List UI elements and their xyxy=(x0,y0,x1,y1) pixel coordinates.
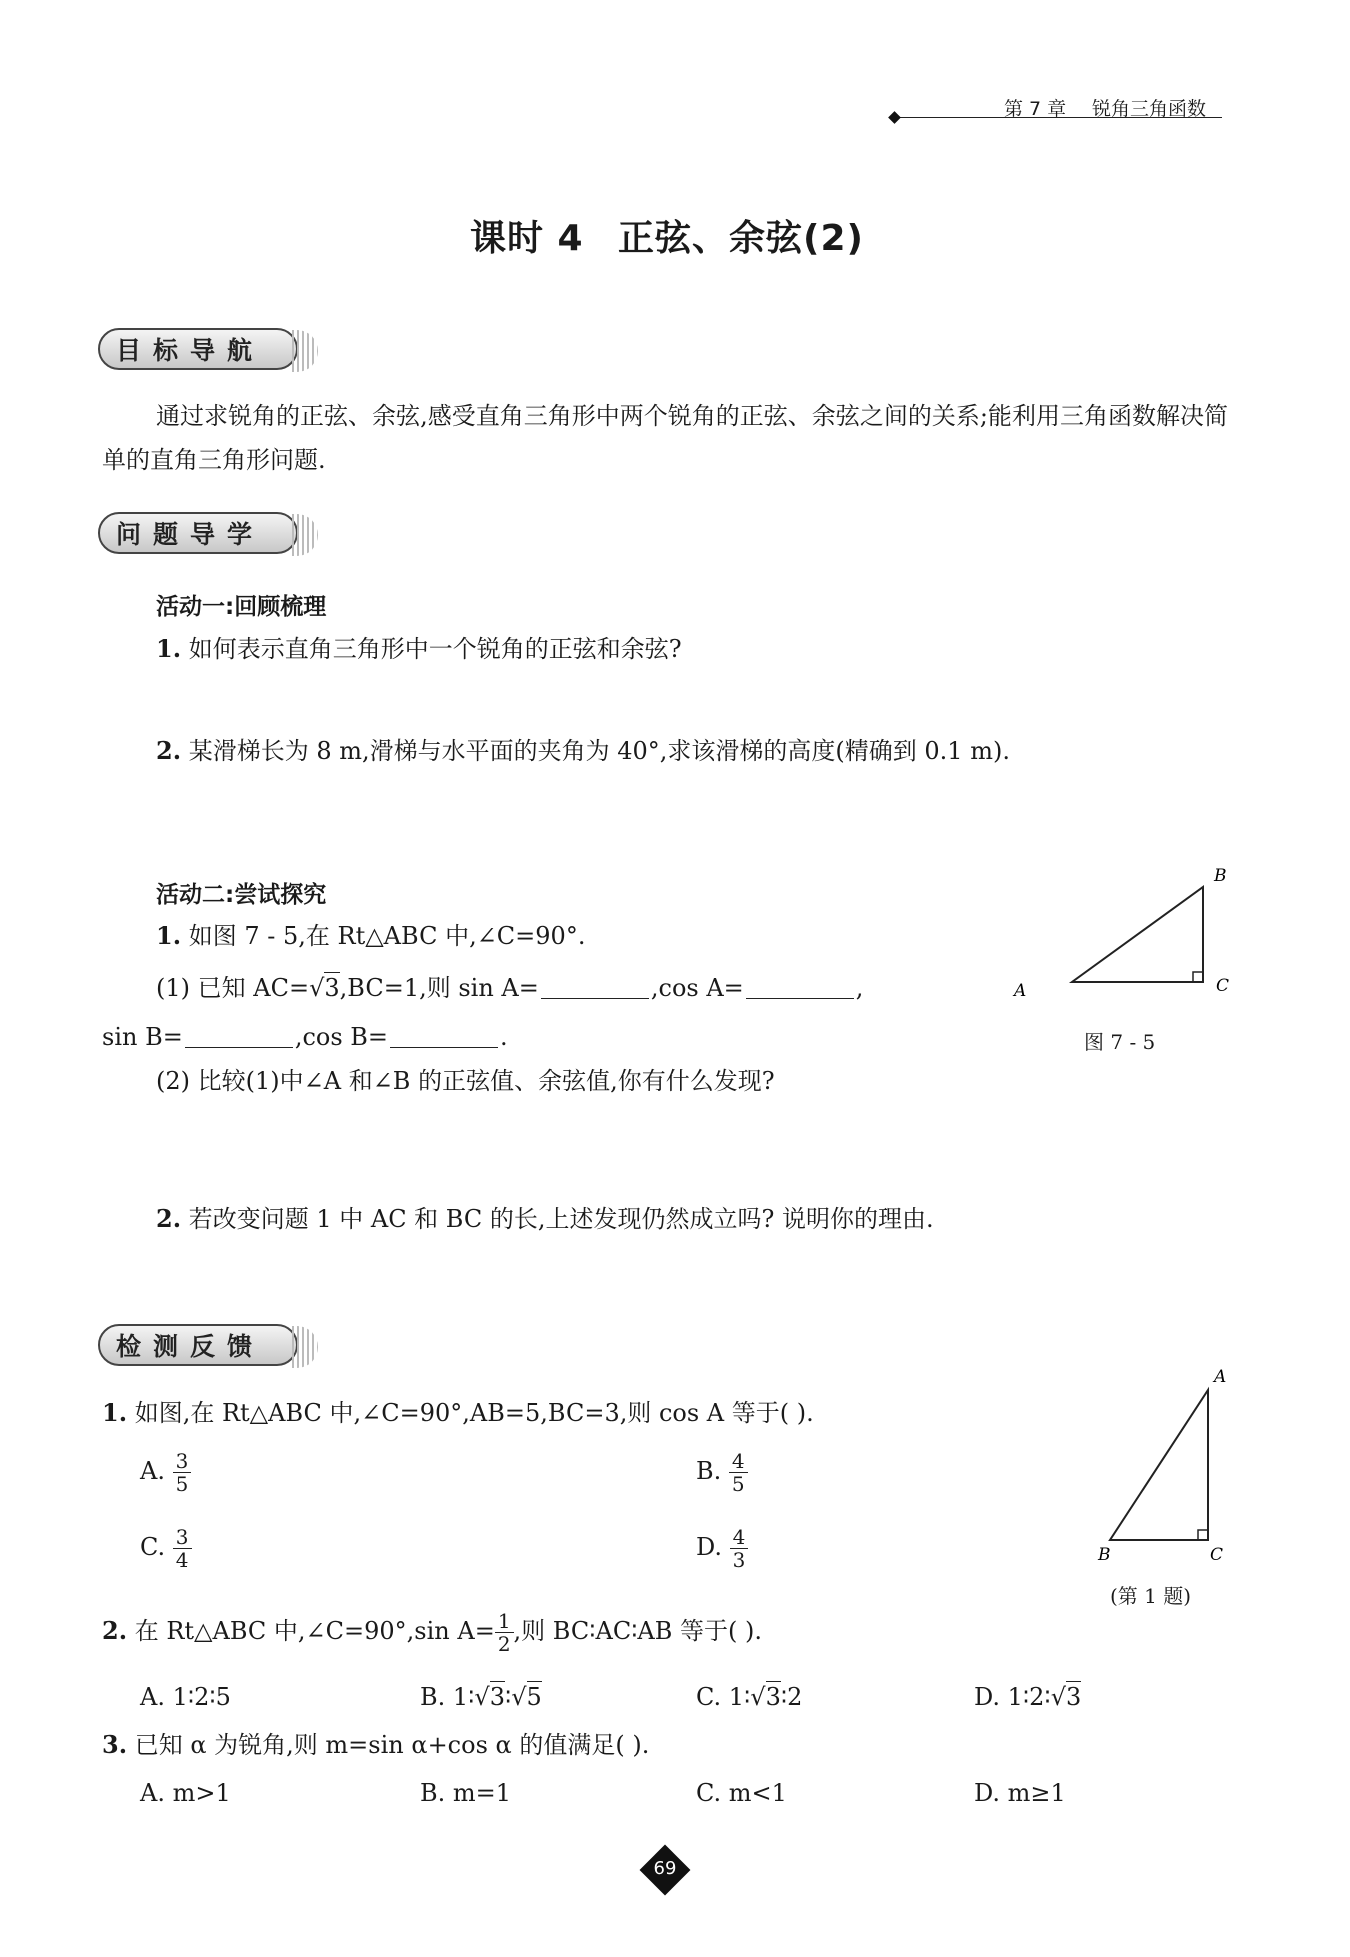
denominator: 4 xyxy=(175,1548,189,1572)
option-q1-a[interactable] xyxy=(140,1450,191,1495)
option-q2-c[interactable]: C. 1∶√3∶2 xyxy=(696,1683,803,1711)
lesson-topic: 正弦、余弦(2) xyxy=(618,218,864,259)
header-rule xyxy=(898,117,1222,118)
activity2-part-1-cont xyxy=(102,1022,508,1052)
question-number: 1. xyxy=(102,1398,128,1427)
question-text: 如图 7 - 5,在 Rt△ABC 中,∠C=90°. xyxy=(188,922,586,950)
question-number: 1. xyxy=(156,921,182,950)
figure-7-5-caption: 图 7 - 5 xyxy=(1084,1030,1156,1054)
activity1-title: 活动一:回顾梳理 xyxy=(156,594,327,620)
option-text: D. 1∶2∶ xyxy=(974,1683,1051,1711)
option-q1-b[interactable] xyxy=(696,1450,748,1495)
fraction xyxy=(173,1526,192,1571)
vertex-label-A: A xyxy=(1214,1367,1227,1387)
part-text: ,cos B= xyxy=(294,1023,389,1051)
fraction xyxy=(173,1450,192,1495)
vertex-label-B: B xyxy=(1214,868,1227,886)
vertex-label-C: C xyxy=(1216,976,1230,996)
part-text: ,cos A= xyxy=(650,974,744,1002)
question-text: 如何表示直角三角形中一个锐角的正弦和余弦? xyxy=(188,635,682,663)
option-label: A. xyxy=(140,1457,165,1485)
activity1-question-2 xyxy=(156,736,1010,766)
option-q2-a[interactable]: A. 1∶2∶5 xyxy=(140,1683,231,1711)
activity2-part-2: (2) 比较(1)中∠A 和∠B 的正弦值、余弦值,你有什么发现? xyxy=(156,1067,775,1095)
option-q3-c[interactable]: C. m<1 xyxy=(696,1779,787,1807)
denominator: 2 xyxy=(497,1632,511,1656)
option-text: ∶ xyxy=(505,1683,512,1711)
part-text: , xyxy=(855,974,864,1002)
activity2-part-1: (1) 已知 AC=√3,BC=1,则 sin A= ,cos A= , xyxy=(156,974,864,1002)
lesson-number: 课时 4 xyxy=(470,218,584,259)
option-q3-a[interactable]: A. m>1 xyxy=(140,1779,231,1807)
sqrt-value: 3 xyxy=(324,974,340,1002)
part-text: sin B= xyxy=(102,1023,183,1051)
question-text: 已知 α 为锐角,则 m=sin α+cos α 的值满足( ). xyxy=(134,1731,650,1759)
section-badge-goal: 目标导航 xyxy=(98,328,298,370)
question-text: 某滑梯长为 8 m,滑梯与水平面的夹角为 40°,求该滑梯的高度(精确到 0.1 m). xyxy=(188,737,1010,765)
option-q1-d[interactable] xyxy=(696,1526,748,1571)
numerator: 1 xyxy=(495,1610,514,1633)
badge-stripes-icon xyxy=(292,514,318,556)
right-angle-mark xyxy=(1198,1530,1208,1540)
badge-stripes-icon xyxy=(292,1326,318,1368)
badge-stripes-icon xyxy=(292,330,318,372)
vertex-label-A: A xyxy=(1014,981,1027,998)
question-number: 2. xyxy=(156,1204,182,1233)
header-diamond-icon xyxy=(888,111,901,124)
fraction xyxy=(495,1610,514,1655)
goal-text: 通过求锐角的正弦、余弦,感受直角三角形中两个锐角的正弦、余弦之间的关系;能利用三角函数解决简单的直角三角形问题. xyxy=(102,402,1228,474)
answer-blank-sinB[interactable] xyxy=(185,1025,293,1048)
sqrt-value: 3 xyxy=(1065,1683,1082,1711)
chapter-number: 第 7 章 xyxy=(1004,98,1067,120)
question-number: 3. xyxy=(102,1730,128,1759)
fraction xyxy=(729,1450,748,1495)
activity2-question-2 xyxy=(156,1204,934,1234)
option-label: B. xyxy=(696,1457,722,1485)
question-text: ,则 BC∶AC∶AB 等于( ). xyxy=(513,1617,763,1645)
question-number: 2. xyxy=(102,1616,128,1645)
check-question-2 xyxy=(102,1610,762,1655)
activity1-question-1 xyxy=(156,634,682,664)
section-badge-check: 检测反馈 xyxy=(98,1324,298,1366)
check-question-1 xyxy=(102,1398,814,1428)
question-text: 若改变问题 1 中 AC 和 BC 的长,上述发现仍然成立吗? 说明你的理由. xyxy=(188,1205,934,1233)
triangle-shape xyxy=(1072,887,1203,982)
question-text: 如图,在 Rt△ABC 中,∠C=90°,AB=5,BC=3,则 cos A 等于( ). xyxy=(134,1399,814,1427)
sqrt-value: 3 xyxy=(765,1683,781,1711)
chapter-title: 锐角三角函数 xyxy=(1092,98,1207,120)
right-angle-mark xyxy=(1193,972,1203,982)
denominator: 5 xyxy=(731,1472,745,1496)
numerator: 3 xyxy=(173,1526,192,1549)
question-number: 1. xyxy=(156,634,182,663)
part-text: ,BC=1,则 sin A= xyxy=(339,974,539,1002)
option-text: C. 1∶ xyxy=(696,1683,751,1711)
numerator: 3 xyxy=(173,1450,192,1473)
option-q2-b[interactable]: B. 1∶√3∶√5 xyxy=(420,1683,542,1711)
vertex-label-B: B xyxy=(1098,1545,1111,1562)
answer-blank-sinA[interactable] xyxy=(541,976,649,999)
figure-q1-triangle xyxy=(1090,1362,1240,1562)
denominator: 3 xyxy=(732,1548,746,1572)
page-number: 69 xyxy=(653,1858,677,1879)
numerator: 4 xyxy=(730,1526,749,1549)
activity2-question-1 xyxy=(156,921,585,951)
triangle-shape xyxy=(1110,1390,1208,1540)
option-text: B. 1∶ xyxy=(420,1683,475,1711)
vertex-label-C: C xyxy=(1210,1545,1224,1562)
question-number: 2. xyxy=(156,736,182,765)
option-q3-b[interactable]: B. m=1 xyxy=(420,1779,512,1807)
question-text: 在 Rt△ABC 中,∠C=90°,sin A= xyxy=(134,1617,495,1645)
figure-q1-caption: (第 1 题) xyxy=(1110,1584,1192,1608)
sqrt-value: 3 xyxy=(489,1683,505,1711)
check-question-3 xyxy=(102,1730,649,1760)
figure-7-5-triangle xyxy=(1010,868,1240,998)
option-q3-d[interactable]: D. m≥1 xyxy=(974,1779,1066,1807)
answer-blank-cosA[interactable] xyxy=(746,976,854,999)
option-label: C. xyxy=(140,1533,166,1561)
option-text: ∶2 xyxy=(780,1683,803,1711)
fraction xyxy=(730,1526,749,1571)
answer-blank-cosB[interactable] xyxy=(390,1025,498,1048)
sqrt-value: 5 xyxy=(526,1683,542,1711)
denominator: 5 xyxy=(175,1472,189,1496)
activity2-title: 活动二:尝试探究 xyxy=(156,882,327,908)
option-label: D. xyxy=(696,1533,723,1561)
option-q1-c[interactable] xyxy=(140,1526,192,1571)
part-text: (1) 已知 AC= xyxy=(156,974,310,1002)
section-badge-guide: 问题导学 xyxy=(98,512,298,554)
option-q2-d[interactable]: D. 1∶2∶√3 xyxy=(974,1683,1082,1711)
numerator: 4 xyxy=(729,1450,748,1473)
part-text: . xyxy=(500,1023,508,1051)
